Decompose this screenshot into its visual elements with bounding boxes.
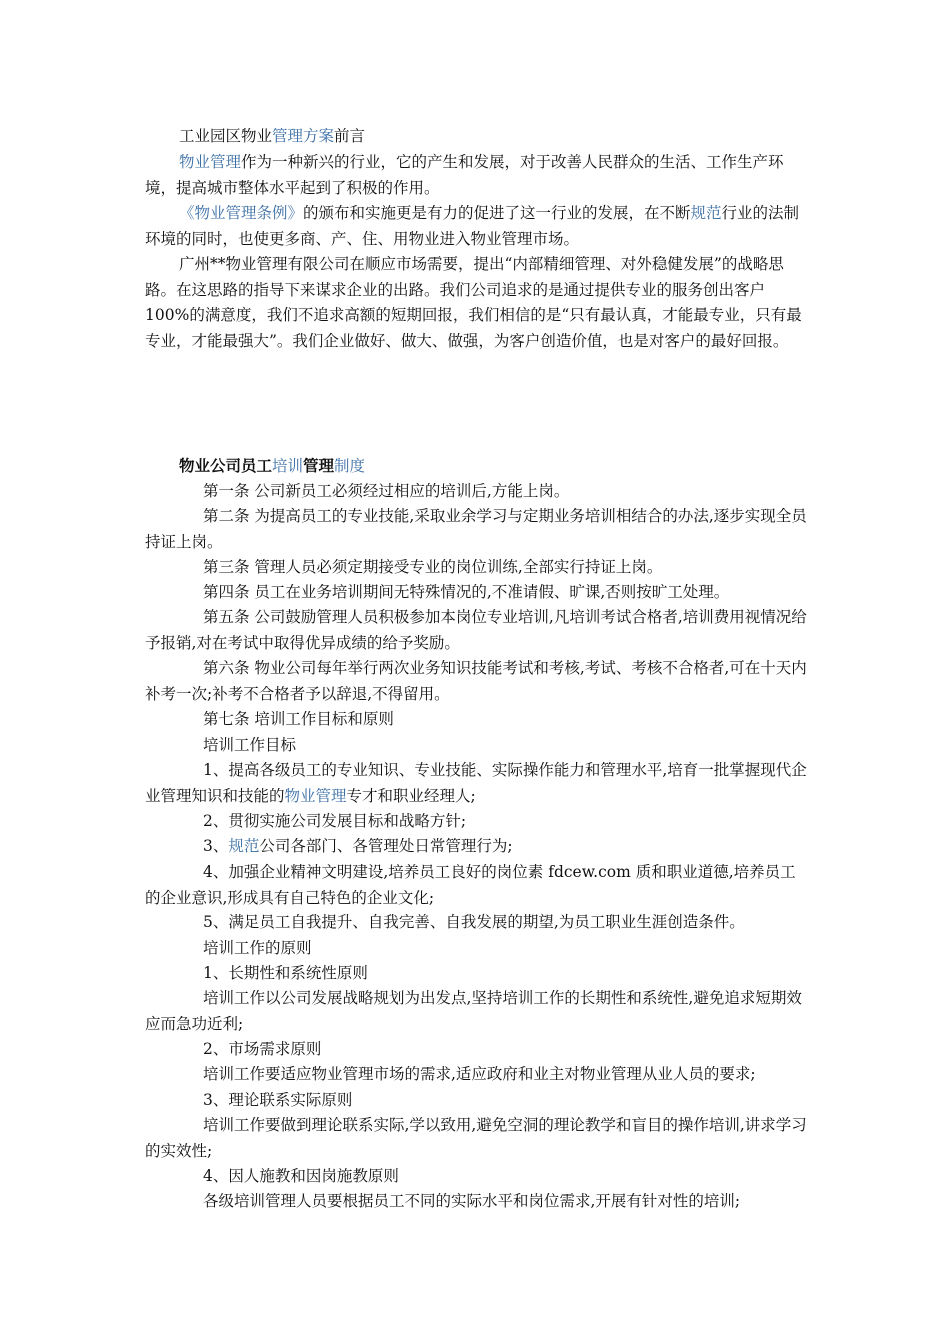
section1-para1 — [145, 150, 810, 201]
principle-heading: 培训工作的原则 — [203, 939, 312, 957]
para1-text: 作为一种新兴的行业，它的产生和发展，对于改善人民群众的生活、工作生产环境，提高城市整体水平起到了积极的作用。 — [145, 153, 784, 197]
principle-2-heading: 2、市场需求原则 — [203, 1040, 322, 1058]
para2-text-b: 行业的法制环境的同时，也使更多商、产、住、用物业进入物业管理市场。 — [145, 204, 800, 248]
article-1: 第一条 公司新员工必须经过相应的培训后,方能上岗。 — [203, 482, 570, 500]
principle-2-body: 培训工作要适应物业管理市场的需求,适应政府和业主对物业管理从业人员的要求; — [203, 1065, 756, 1083]
principle-3-heading: 3、理论联系实际原则 — [203, 1091, 353, 1109]
article-7: 第七条 培训工作目标和原则 — [203, 710, 394, 728]
title2-text-a: 物业公司员工 — [179, 456, 273, 475]
principle-3-body: 培训工作要做到理论联系实际,学以致用,避免空洞的理论教学和盲目的操作培训,讲求学习的实效性; — [145, 1116, 807, 1160]
article-5: 第五条 公司鼓励管理人员积极参加本岗位专业培训,凡培训考试合格者,培训费用视情况给予报销,对在考试中取得优异成绩的给予奖励。 — [145, 608, 807, 652]
section1-para3: 广州**物业管理有限公司在顺应市场需要，提出“内部精细管理、对外稳健发展”的战略思路。在这思路的指导下来谋求企业的出路。我们公司追求的是通过提供专业的服务创出客户 100%的满意度，我们不追求高额的短期回报，我们相信的是“只有最认真，才能最专业，只有最专业，才能最强大”。我们企业做好、做大、做强，为客户创造价值，也是对客户的最好回报。 — [145, 255, 802, 350]
wuye-guanli-link-2[interactable]: 物业管理 — [284, 786, 347, 805]
article-3: 第三条 管理人员必须定期接受专业的岗位训练,全部实行持证上岗。 — [203, 558, 663, 576]
section2-title — [145, 453, 810, 480]
article-4: 第四条 员工在业务培训期间无特殊情况的,不准请假、旷课,否则按旷工处理。 — [203, 583, 730, 601]
principle-4-body: 各级培训管理人员要根据员工不同的实际水平和岗位需求,开展有针对性的培训; — [203, 1192, 741, 1210]
article-6: 第六条 物业公司每年举行两次业务知识技能考试和考核,考试、考核不合格者,可在十天内补考一次;补考不合格者予以辞退,不得留用。 — [145, 659, 807, 703]
goal1-text-b: 专才和职业经理人; — [346, 786, 476, 805]
principle-1-heading: 1、长期性和系统性原则 — [203, 964, 368, 982]
section1-title — [145, 124, 810, 150]
title-link[interactable]: 管理方案 — [272, 127, 335, 145]
guifan-link[interactable]: 规范 — [690, 204, 722, 222]
para2-text-a: 的颁布和实施更是有力的促进了这一行业的发展，在不断 — [303, 204, 691, 222]
goal-4: 4、加强企业精神文明建设,培养员工良好的岗位素 fdcew.com 质和职业道德,培养员工的企业意识,形成具有自己特色的企业文化; — [145, 863, 796, 907]
principle-1-body: 培训工作以公司发展战略规划为出发点,坚持培训工作的长期性和系统性,避免追求短期效应而急功近利; — [145, 989, 802, 1033]
goal-heading: 培训工作目标 — [203, 736, 297, 754]
wuye-guanli-link[interactable]: 物业管理 — [179, 153, 242, 171]
article-2: 第二条 为提高员工的专业技能,采取业余学习与定期业务培训相结合的办法,逐步实现全员持证上岗。 — [145, 507, 807, 551]
goal3-text-a: 3、 — [203, 837, 229, 855]
zhidu-link[interactable]: 制度 — [334, 457, 366, 475]
title-text: 工业园区物业 — [179, 127, 273, 145]
regulation-link[interactable]: 《物业管理条例》 — [179, 204, 304, 222]
peixun-link[interactable]: 培训 — [272, 457, 304, 475]
title2-text-b: 管理 — [303, 456, 335, 475]
goal-3 — [145, 834, 810, 860]
goal-2: 2、贯彻实施公司发展目标和战略方针; — [203, 812, 467, 830]
goal-5: 5、满足员工自我提升、自我完善、自我发展的期望,为员工职业生涯创造条件。 — [203, 913, 745, 931]
section1-para2 — [145, 201, 810, 252]
principle-4-heading: 4、因人施教和因岗施教原则 — [203, 1167, 399, 1185]
guifan-link-2[interactable]: 规范 — [228, 837, 260, 855]
title-text-end: 前言 — [334, 127, 366, 145]
goal3-text-b: 公司各部门、各管理处日常管理行为; — [259, 837, 513, 855]
goal-1 — [145, 758, 810, 809]
goal1-text-a: 1、提高各级员工的专业知识、专业技能、实际操作能力和管理水平,培育一批掌握现代企业管理知识和技能的 — [145, 761, 807, 805]
